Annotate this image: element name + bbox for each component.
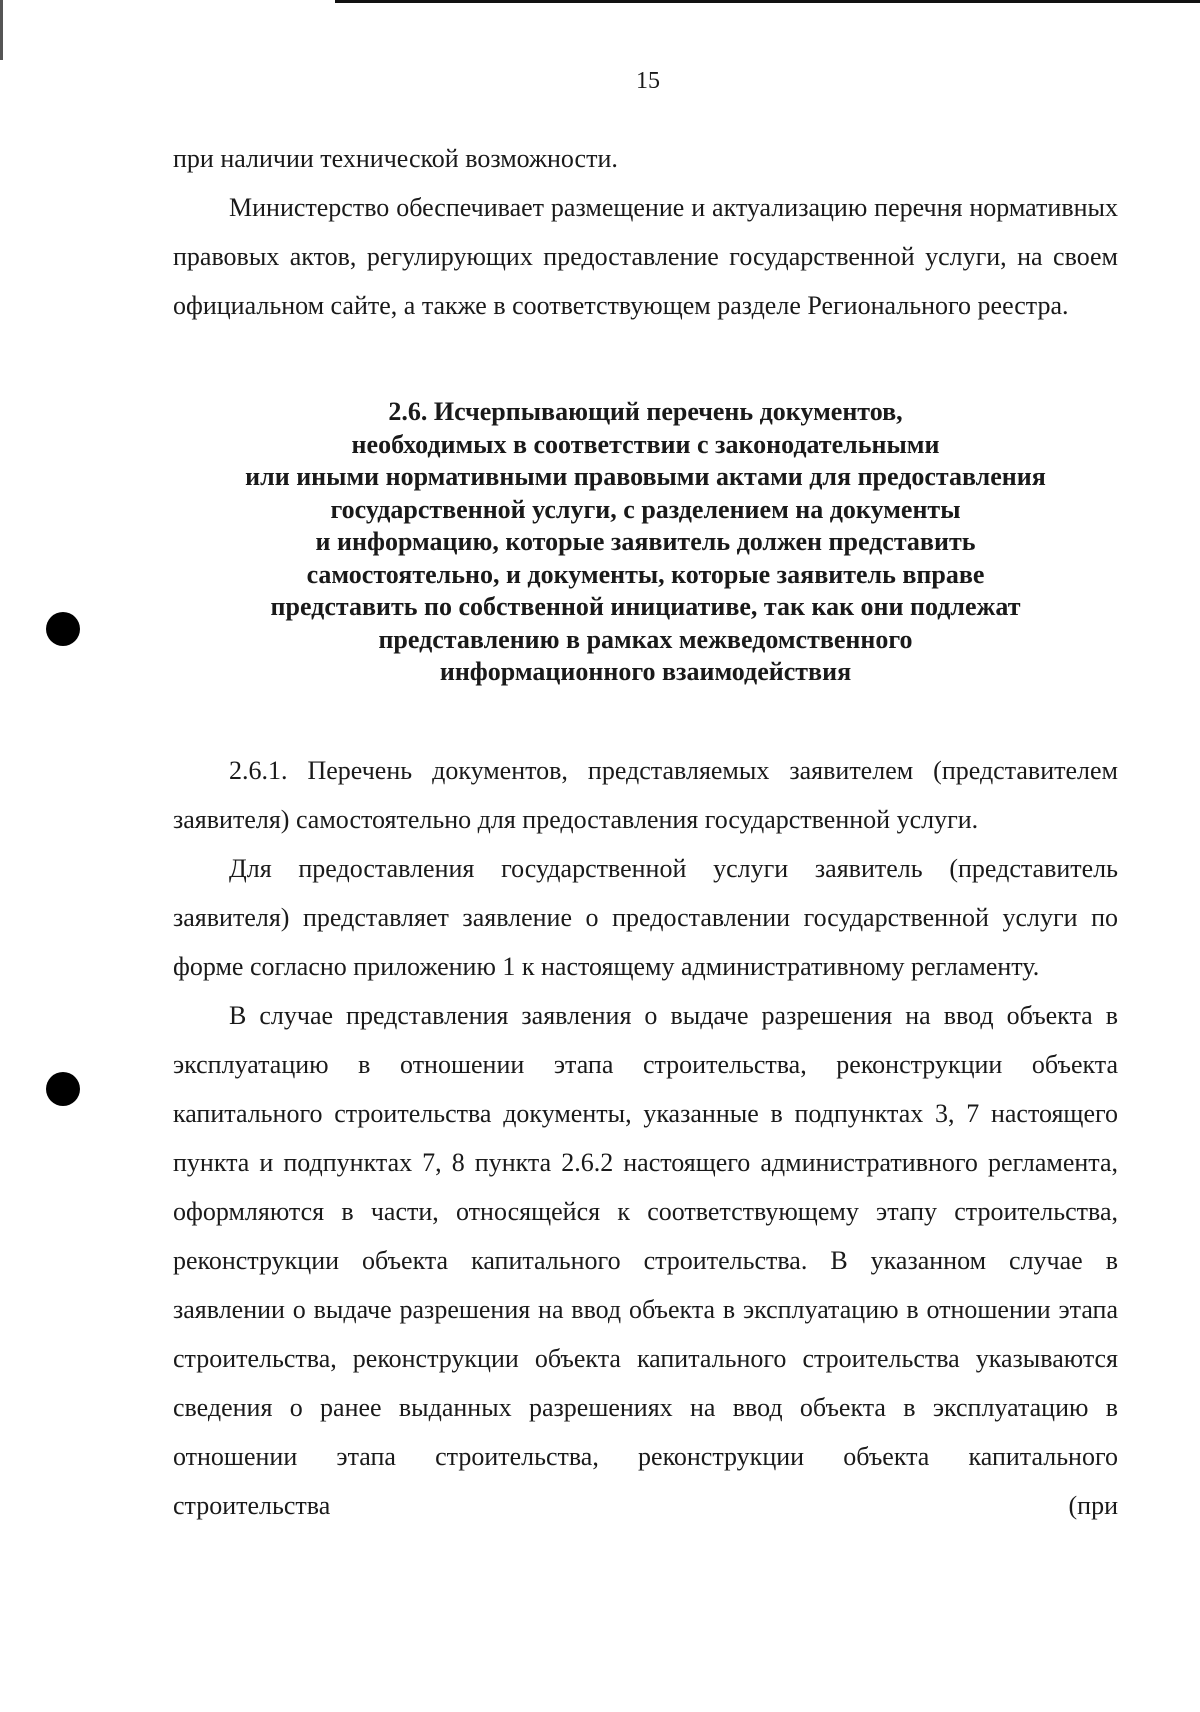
top-edge-rule bbox=[335, 0, 1200, 3]
page-number: 15 bbox=[636, 68, 660, 94]
left-edge-mark bbox=[0, 0, 3, 60]
section-heading-line: представлению в рамках межведомственного bbox=[378, 624, 913, 654]
section-heading-line: государственной услуги, с разделением на документы bbox=[330, 494, 961, 524]
body-paragraph-2: Для предоставления государственной услуги заявитель (представитель заявителя) представляет заявление о предоставлении государственной услуги по форме согласно приложению 1 к настоящему административному регламенту. bbox=[173, 853, 1118, 981]
section-heading bbox=[173, 396, 1118, 689]
section-heading-line: представить по собственной инициативе, так как они подлежат bbox=[270, 592, 1021, 621]
section-heading-line: 2.6. Исчерпывающий перечень документов, bbox=[388, 397, 903, 426]
section-heading-line: необходимых в соответствии с законодательными bbox=[351, 429, 940, 459]
section-heading-line: или иными нормативными правовыми актами для предоставления bbox=[245, 462, 1046, 491]
section-heading-line: самостоятельно, и документы, которые заявитель вправе bbox=[306, 559, 985, 589]
body-paragraph-3: В случае представления заявления о выдаче разрешения на ввод объекта в эксплуатацию в отношении этапа строительства, реконструкции объекта капитального строительства документы, указанные в подпунктах 3, 7 настоящего пункта и подпунктах 7, 8 пункта 2.6.2 настоящего административного регламента, оформляются в части, относящейся к соответствующему этапу строительства, реконструкции объекта капитального строительства. В указанном случае в заявлении о выдаче разрешения на ввод объекта в эксплуатацию в отношении этапа строительства, реконструкции объекта капитального строительства указываются сведения о ранее выданных разрешениях на ввод объекта в эксплуатацию в отношении этапа строительства, реконструкции объекта капитального строительства (при bbox=[173, 1000, 1118, 1520]
intro-paragraph-1: при наличии технической возможности. bbox=[173, 144, 618, 173]
section-heading-line: информационного взаимодействия bbox=[439, 657, 852, 686]
section-heading-line: и информацию, которые заявитель должен представить bbox=[315, 527, 976, 556]
page-content bbox=[173, 134, 1118, 1530]
body-paragraph-1: 2.6.1. Перечень документов, представляемых заявителем (представителем заявителя) самостоятельно для предоставления государственной услуги. bbox=[173, 755, 1118, 834]
binder-hole-lower bbox=[46, 1072, 80, 1106]
binder-hole-upper bbox=[46, 612, 80, 646]
intro-paragraph-2: Министерство обеспечивает размещение и актуализацию перечня нормативных правовых актов, регулирующих предоставление государственной услуги, на своем официальном сайте, а также в соответствующем разделе Регионального реестра. bbox=[173, 193, 1118, 320]
